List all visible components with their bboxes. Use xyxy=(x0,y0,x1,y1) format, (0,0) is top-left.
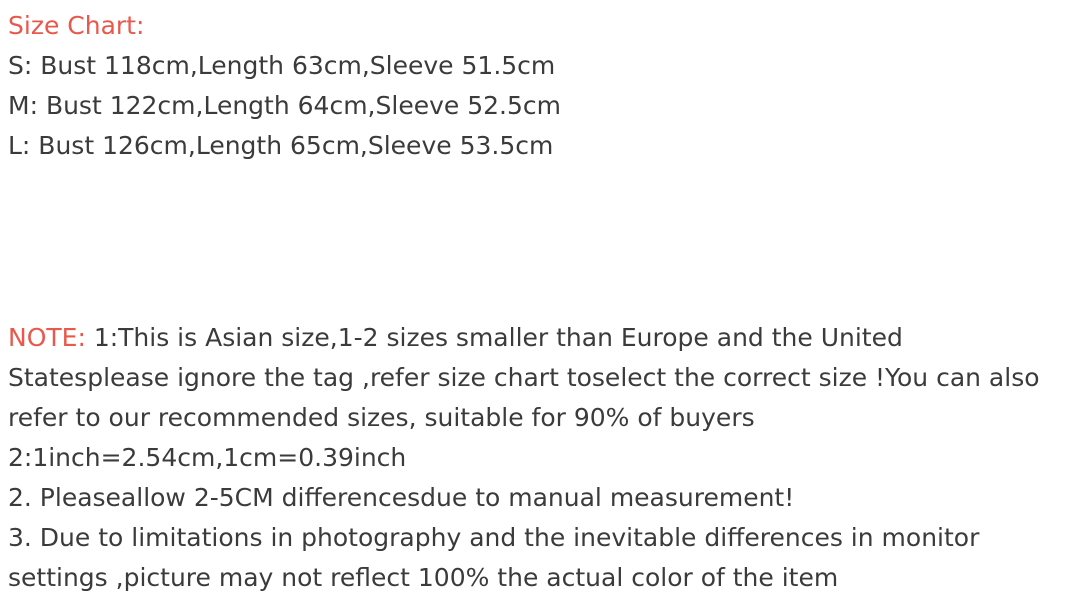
size-line-l: L: Bust 126cm,Length 65cm,Sleeve 53.5cm xyxy=(8,131,554,160)
note-block xyxy=(8,318,1065,438)
note-line-3: 2. Pleaseallow 2-5CM differencesdue to manual measurement! xyxy=(8,483,795,512)
note-body: 1:This is Asian size,1-2 sizes smaller than Europe and the United Statesplease ignore the tag ,refer size chart toselect the correct size !You can also refer to our recommended sizes, suitable for 90% of buyers xyxy=(8,323,1040,432)
size-line-s: S: Bust 118cm,Length 63cm,Sleeve 51.5cm xyxy=(8,51,556,80)
note-label: NOTE: xyxy=(8,323,86,352)
note-line-2: 2:1inch=2.54cm,1cm=0.39inch xyxy=(8,443,407,472)
vertical-spacer xyxy=(8,166,1065,318)
size-line-m: M: Bust 122cm,Length 64cm,Sleeve 52.5cm xyxy=(8,91,561,120)
size-chart-heading: Size Chart: xyxy=(8,11,145,40)
note-line-4: 3. Due to limitations in photography and the inevitable differences in monitor settings ,picture may not reflect 100% the actual color of the item xyxy=(8,523,980,592)
